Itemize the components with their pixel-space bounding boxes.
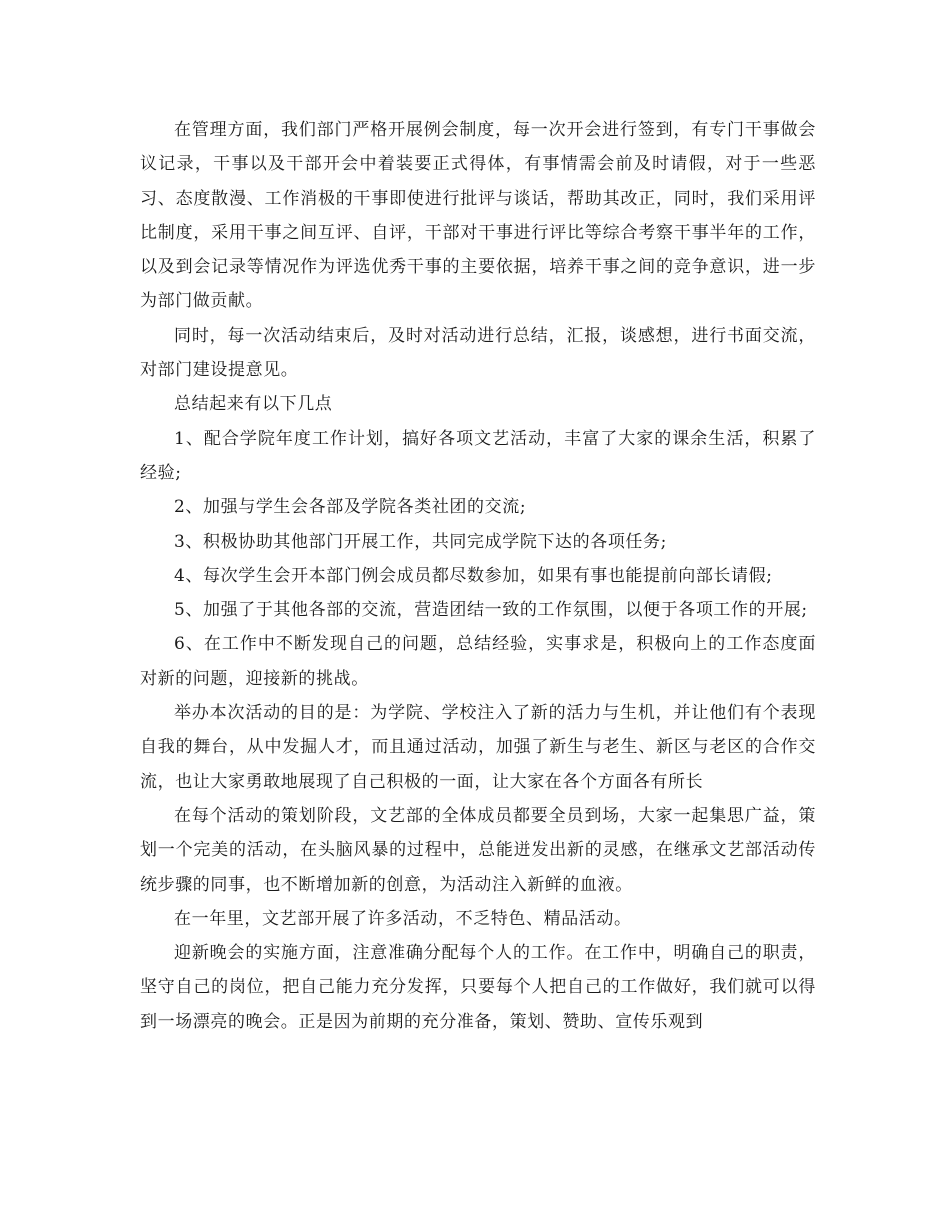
paragraph-summary-heading: 总结起来有以下几点	[174, 394, 333, 415]
paragraph-year-activities: 在一年里，文艺部开展了许多活动，不乏特色、精品活动。	[174, 908, 632, 929]
list-item-5: 5、加强了于其他各部的交流，营造团结一致的工作氛围，以便于各项工作的开展;	[174, 600, 808, 621]
paragraph-activity-summary: 同时，每一次活动结束后，及时对活动进行总结，汇报，谈感想，进行书面交流，对部门建设提意见。	[140, 325, 816, 381]
list-item-4: 4、每次学生会开本部门例会成员都尽数参加，如果有事也能提前向部长请假;	[174, 565, 773, 586]
paragraph-event-purpose: 举办本次活动的目的是：为学院、学校注入了新的活力与生机，并让他们有个表现自我的舞台，从中发掘人才，而且通过活动，加强了新生与老生、新区与老区的合作交流，也让大家勇敢地展现了自己积极的一面，让大家在各个方面各有所长	[140, 703, 816, 792]
list-item-6: 6、在工作中不断发现自己的问题，总结经验，实事求是，积极向上的工作态度面对新的问题，迎接新的挑战。	[140, 634, 816, 689]
paragraph-planning-stage: 在每个活动的策划阶段，文艺部的全体成员都要全员到场，大家一起集思广益，策划一个完美的活动，在头脑风暴的过程中，总能迸发出新的灵感，在继承文艺部活动传统步骤的同事，也不断增加新的创意，为活动注入新鲜的血液。	[140, 805, 816, 895]
document-body	[140, 113, 816, 1039]
paragraph-welcome-party: 迎新晚会的实施方面，注意准确分配每个人的工作。在工作中，明确自己的职责，坚守自己的岗位，把自己能力充分发挥，只要每个人把自己的工作做好，我们就可以得到一场漂亮的晚会。正是因为前期的充分准备，策划、赞助、宣传乐观到	[140, 943, 816, 1032]
paragraph-management: 在管理方面，我们部门严格开展例会制度，每一次开会进行签到，有专门干事做会议记录，干事以及干部开会中着装要正式得体，有事情需会前及时请假，对于一些恶习、态度散漫、工作消极的干事即使进行批评与谈话，帮助其改正，同时，我们采用评比制度，采用干事之间互评、自评，干部对干事进行评比等综合考察干事半年的工作，以及到会记录等情况作为评选优秀干事的主要依据，培养干事之间的竞争意识，进一步为部门做贡献。	[140, 120, 816, 312]
list-item-2: 2、加强与学生会各部及学院各类社团的交流;	[174, 497, 527, 518]
list-item-1: 1、配合学院年度工作计划，搞好各项文艺活动，丰富了大家的课余生活，积累了经验;	[140, 428, 816, 483]
list-item-3: 3、积极协助其他部门开展工作，共同完成学院下达的各项任务;	[174, 531, 667, 552]
